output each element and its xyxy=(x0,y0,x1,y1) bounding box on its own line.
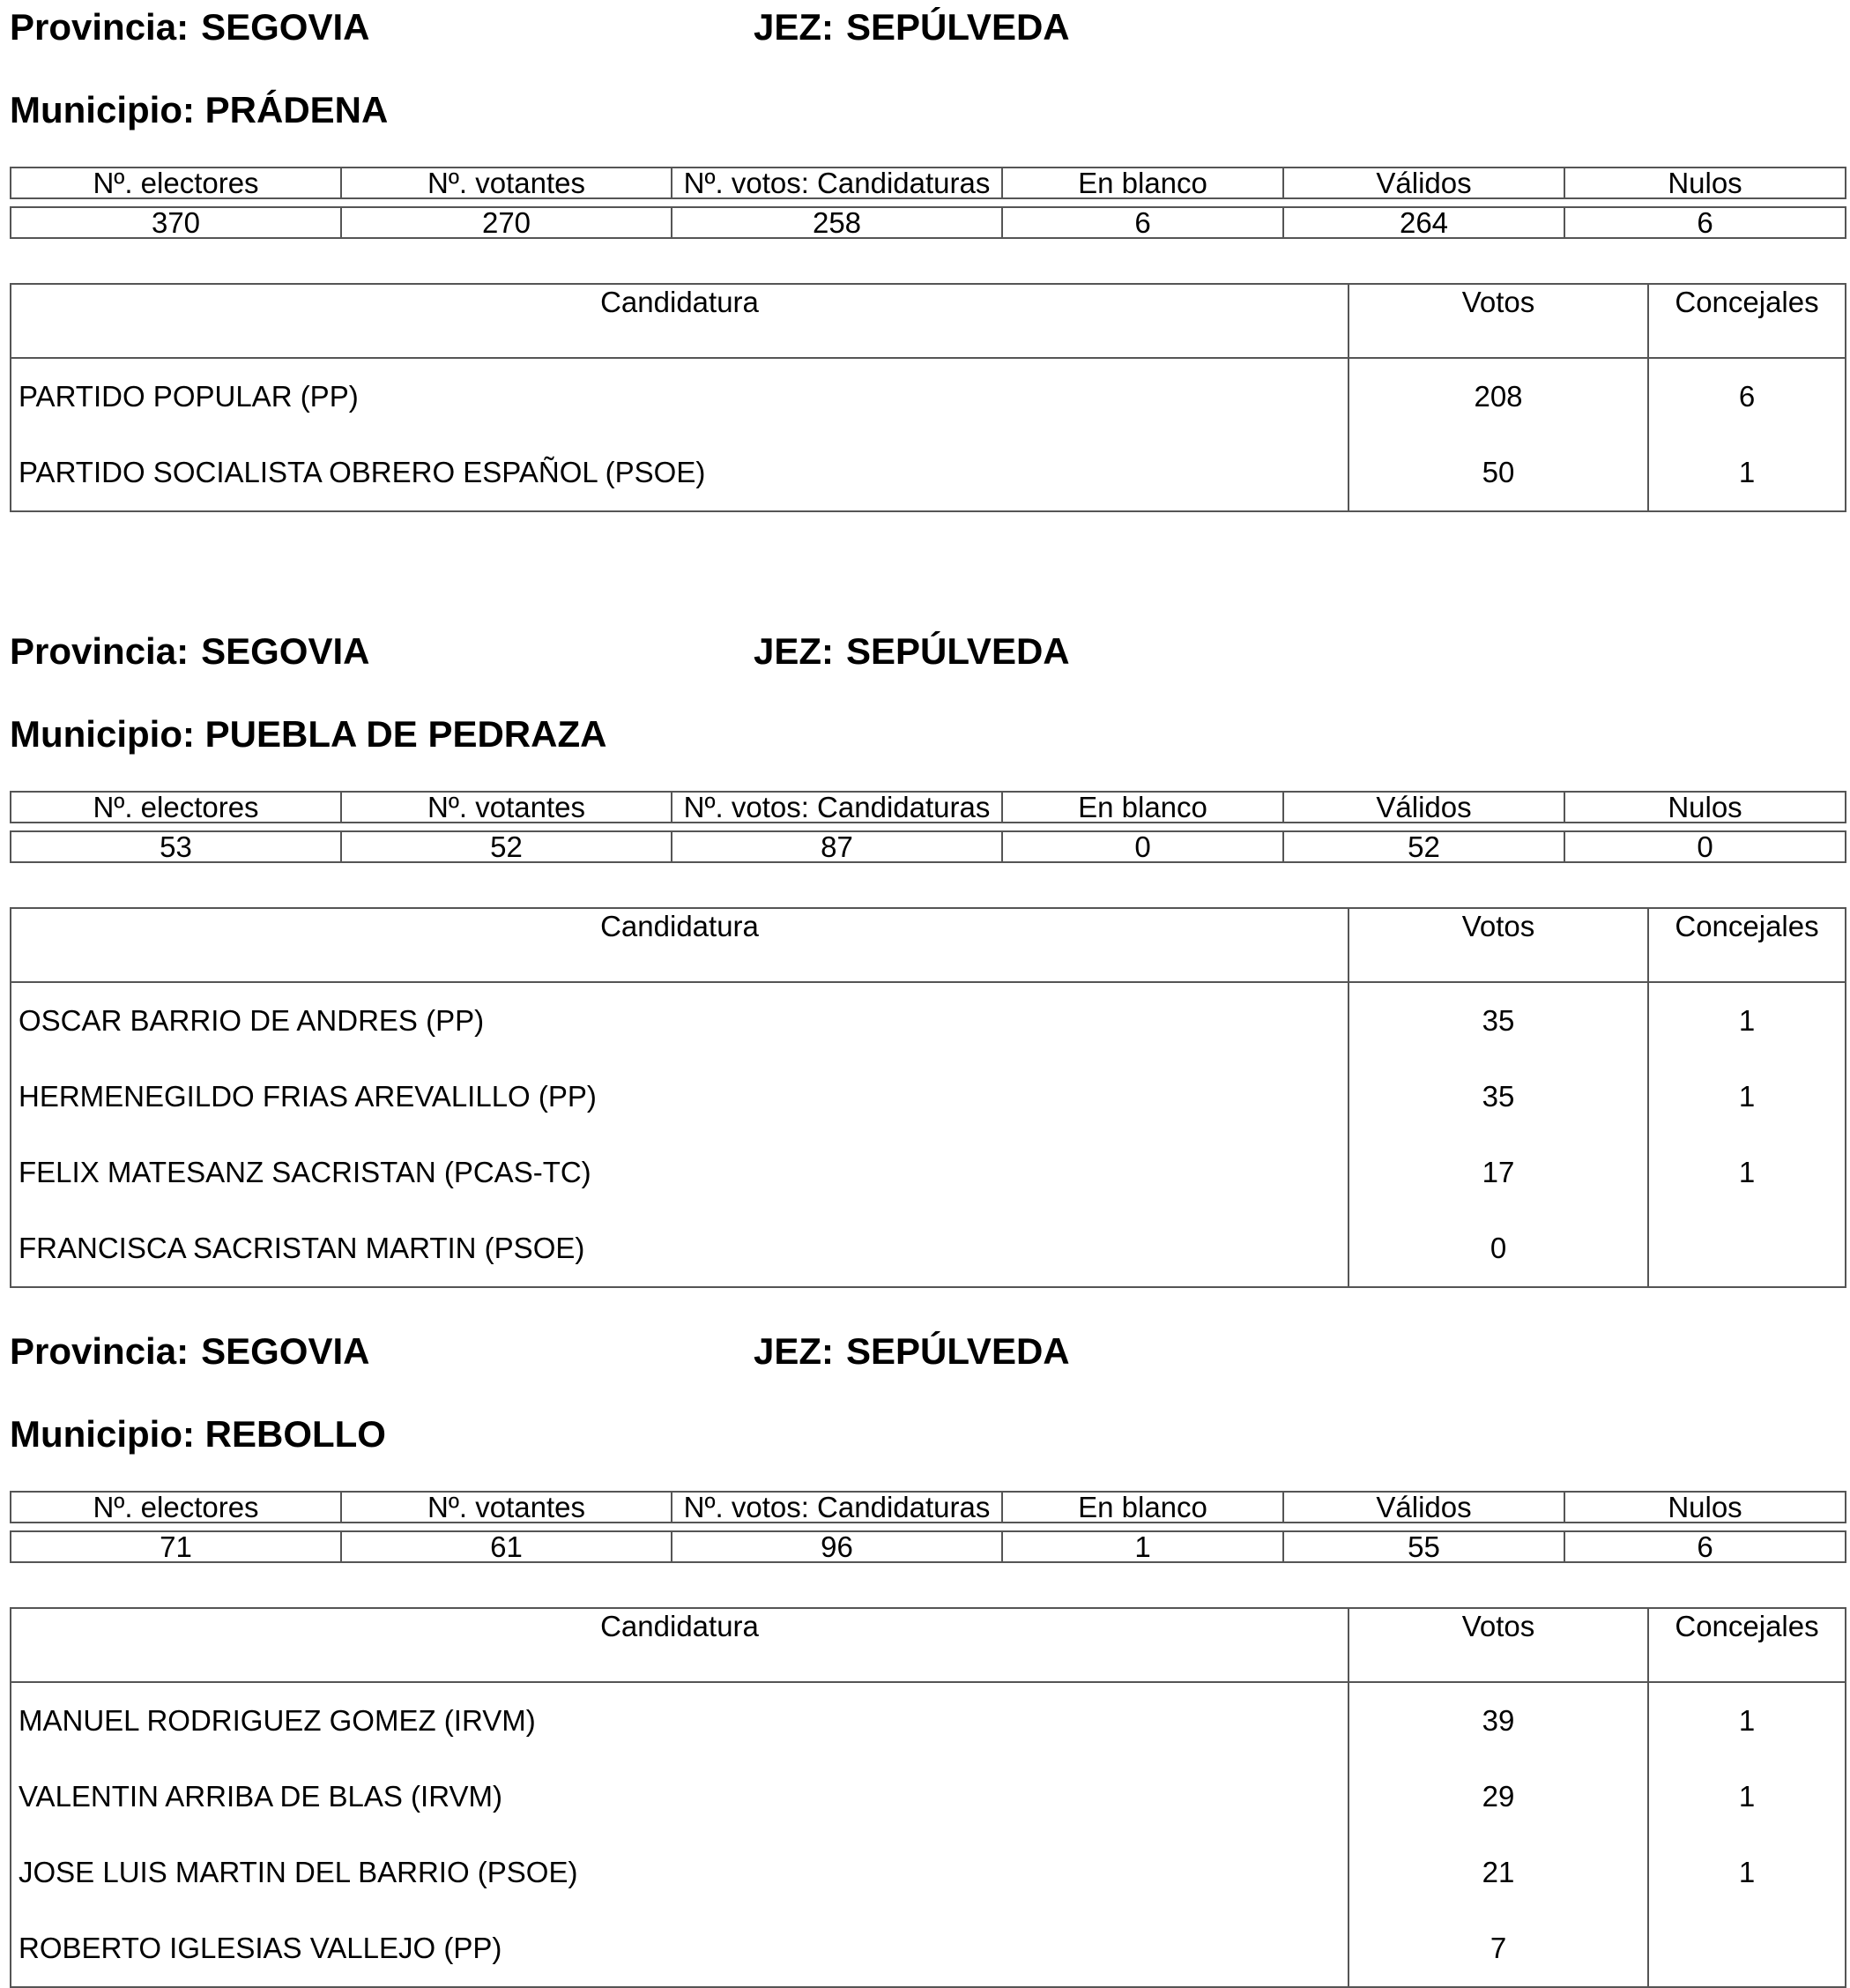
summary-header-votos-candidaturas: Nº. votos: Candidaturas xyxy=(672,168,1002,198)
provincia-value: SEGOVIA xyxy=(201,6,370,48)
municipio-heading xyxy=(10,1412,386,1456)
jez-heading xyxy=(754,1329,1070,1374)
jez-value: SEPÚLVEDA xyxy=(846,1330,1070,1372)
candidate-votos: 35 xyxy=(1348,1059,1648,1135)
summary-header-votantes: Nº. votantes xyxy=(341,1492,672,1523)
jez-label: JEZ: xyxy=(754,630,835,672)
summary-value-votos-candidaturas: 258 xyxy=(672,207,1002,238)
summary-header-votantes: Nº. votantes xyxy=(341,168,672,198)
candidate-votos: 7 xyxy=(1348,1910,1648,1987)
municipio-label: Municipio: xyxy=(10,89,195,130)
provincia-heading xyxy=(10,629,369,674)
candidate-row xyxy=(11,1759,1846,1835)
candidate-concejales: 1 xyxy=(1648,1682,1846,1759)
candidate-votos: 208 xyxy=(1348,358,1648,435)
summary-header-nulos: Nulos xyxy=(1564,1492,1846,1523)
candidate-name: VALENTIN ARRIBA DE BLAS (IRVM) xyxy=(19,1780,502,1813)
provincia-heading xyxy=(10,1329,369,1374)
summary-header-electores: Nº. electores xyxy=(11,1492,341,1523)
candidate-concejales: 1 xyxy=(1648,1835,1846,1910)
jez-heading xyxy=(754,5,1070,49)
candidate-votos: 35 xyxy=(1348,982,1648,1059)
summary-header-validos: Válidos xyxy=(1283,792,1564,823)
summary-header-nulos: Nulos xyxy=(1564,792,1846,823)
summary-header-nulos: Nulos xyxy=(1564,168,1846,198)
concejales-header: Concejales xyxy=(1648,284,1846,358)
municipio-value: PUEBLA DE PEDRAZA xyxy=(204,713,607,755)
summary-value-nulos: 6 xyxy=(1564,1531,1846,1562)
summary-value-votantes: 270 xyxy=(341,207,672,238)
jez-value: SEPÚLVEDA xyxy=(846,6,1070,48)
summary-value-nulos: 6 xyxy=(1564,207,1846,238)
candidates-header-row xyxy=(11,1608,1846,1682)
summary-header-votos-candidaturas: Nº. votos: Candidaturas xyxy=(672,792,1002,823)
jez-label: JEZ: xyxy=(754,6,835,48)
jez-label: JEZ: xyxy=(754,1330,835,1372)
candidate-concejales: 1 xyxy=(1648,1759,1846,1835)
summary-header-row xyxy=(11,168,1846,198)
summary-value-row xyxy=(11,831,1846,862)
summary-value-votos-candidaturas: 87 xyxy=(672,831,1002,862)
candidate-row xyxy=(11,358,1846,435)
summary-value-validos: 55 xyxy=(1283,1531,1564,1562)
candidates-table xyxy=(10,1607,1846,1988)
summary-value-row xyxy=(11,1531,1846,1562)
candidate-row xyxy=(11,1059,1846,1135)
summary-value-electores: 53 xyxy=(11,831,341,862)
summary-value-votantes: 52 xyxy=(341,831,672,862)
candidates-table xyxy=(10,907,1846,1288)
votos-header: Votos xyxy=(1348,284,1648,358)
candidate-row xyxy=(11,1682,1846,1759)
provincia-label: Provincia: xyxy=(10,6,189,48)
summary-value-validos: 52 xyxy=(1283,831,1564,862)
municipio-heading xyxy=(10,712,606,756)
summary-table xyxy=(10,1491,1846,1563)
summary-table xyxy=(10,791,1846,863)
candidate-votos: 39 xyxy=(1348,1682,1648,1759)
candidate-name: JOSE LUIS MARTIN DEL BARRIO (PSOE) xyxy=(19,1856,578,1888)
summary-value-en-blanco: 6 xyxy=(1002,207,1283,238)
candidate-name: FRANCISCA SACRISTAN MARTIN (PSOE) xyxy=(19,1232,585,1264)
summary-value-nulos: 0 xyxy=(1564,831,1846,862)
candidate-concejales: 1 xyxy=(1648,435,1846,511)
candidate-votos: 21 xyxy=(1348,1835,1648,1910)
concejales-header: Concejales xyxy=(1648,1608,1846,1682)
candidate-row xyxy=(11,982,1846,1059)
provincia-value: SEGOVIA xyxy=(201,630,370,672)
candidate-concejales: 1 xyxy=(1648,982,1846,1059)
candidate-votos: 17 xyxy=(1348,1135,1648,1210)
candidate-concejales: 1 xyxy=(1648,1135,1846,1210)
municipio-value: PRÁDENA xyxy=(204,89,389,130)
votos-header: Votos xyxy=(1348,1608,1648,1682)
candidate-row xyxy=(11,1210,1846,1287)
jez-value: SEPÚLVEDA xyxy=(846,630,1070,672)
candidate-concejales xyxy=(1648,1210,1846,1287)
candidate-row xyxy=(11,1835,1846,1910)
candidate-row xyxy=(11,1910,1846,1987)
summary-table xyxy=(10,167,1846,239)
summary-value-electores: 370 xyxy=(11,207,341,238)
candidate-votos: 0 xyxy=(1348,1210,1648,1287)
candidate-row xyxy=(11,435,1846,511)
summary-header-validos: Válidos xyxy=(1283,1492,1564,1523)
candidates-header-row xyxy=(11,284,1846,358)
summary-header-row xyxy=(11,1492,1846,1523)
summary-value-votos-candidaturas: 96 xyxy=(672,1531,1002,1562)
candidate-name: PARTIDO POPULAR (PP) xyxy=(19,380,359,413)
candidates-header-row xyxy=(11,908,1846,982)
provincia-label: Provincia: xyxy=(10,1330,189,1372)
candidatura-header: Candidatura xyxy=(11,908,1348,982)
provincia-label: Provincia: xyxy=(10,630,189,672)
summary-header-electores: Nº. electores xyxy=(11,792,341,823)
jez-heading xyxy=(754,629,1070,674)
summary-value-en-blanco: 1 xyxy=(1002,1531,1283,1562)
candidate-concejales: 6 xyxy=(1648,358,1846,435)
candidate-name: MANUEL RODRIGUEZ GOMEZ (IRVM) xyxy=(19,1704,536,1737)
summary-header-en-blanco: En blanco xyxy=(1002,168,1283,198)
municipio-heading xyxy=(10,88,388,132)
provincia-heading xyxy=(10,5,369,49)
candidatura-header: Candidatura xyxy=(11,1608,1348,1682)
candidate-name: HERMENEGILDO FRIAS AREVALILLO (PP) xyxy=(19,1080,597,1113)
candidate-row xyxy=(11,1135,1846,1210)
summary-header-electores: Nº. electores xyxy=(11,168,341,198)
concejales-header: Concejales xyxy=(1648,908,1846,982)
candidate-name: FELIX MATESANZ SACRISTAN (PCAS-TC) xyxy=(19,1156,591,1188)
summary-header-votantes: Nº. votantes xyxy=(341,792,672,823)
municipio-value: REBOLLO xyxy=(204,1413,386,1455)
summary-value-validos: 264 xyxy=(1283,207,1564,238)
candidatura-header: Candidatura xyxy=(11,284,1348,358)
candidate-name: OSCAR BARRIO DE ANDRES (PP) xyxy=(19,1004,485,1037)
candidate-concejales xyxy=(1648,1910,1846,1987)
candidate-name: ROBERTO IGLESIAS VALLEJO (PP) xyxy=(19,1932,502,1964)
candidates-table xyxy=(10,283,1846,512)
summary-header-votos-candidaturas: Nº. votos: Candidaturas xyxy=(672,1492,1002,1523)
candidate-votos: 50 xyxy=(1348,435,1648,511)
provincia-value: SEGOVIA xyxy=(201,1330,370,1372)
municipio-label: Municipio: xyxy=(10,713,195,755)
summary-value-electores: 71 xyxy=(11,1531,341,1562)
summary-header-validos: Válidos xyxy=(1283,168,1564,198)
votos-header: Votos xyxy=(1348,908,1648,982)
candidate-votos: 29 xyxy=(1348,1759,1648,1835)
summary-value-row xyxy=(11,207,1846,238)
summary-header-row xyxy=(11,792,1846,823)
summary-header-en-blanco: En blanco xyxy=(1002,792,1283,823)
candidate-concejales: 1 xyxy=(1648,1059,1846,1135)
candidate-name: PARTIDO SOCIALISTA OBRERO ESPAÑOL (PSOE) xyxy=(19,456,706,488)
summary-value-votantes: 61 xyxy=(341,1531,672,1562)
municipio-label: Municipio: xyxy=(10,1413,195,1455)
summary-value-en-blanco: 0 xyxy=(1002,831,1283,862)
summary-header-en-blanco: En blanco xyxy=(1002,1492,1283,1523)
